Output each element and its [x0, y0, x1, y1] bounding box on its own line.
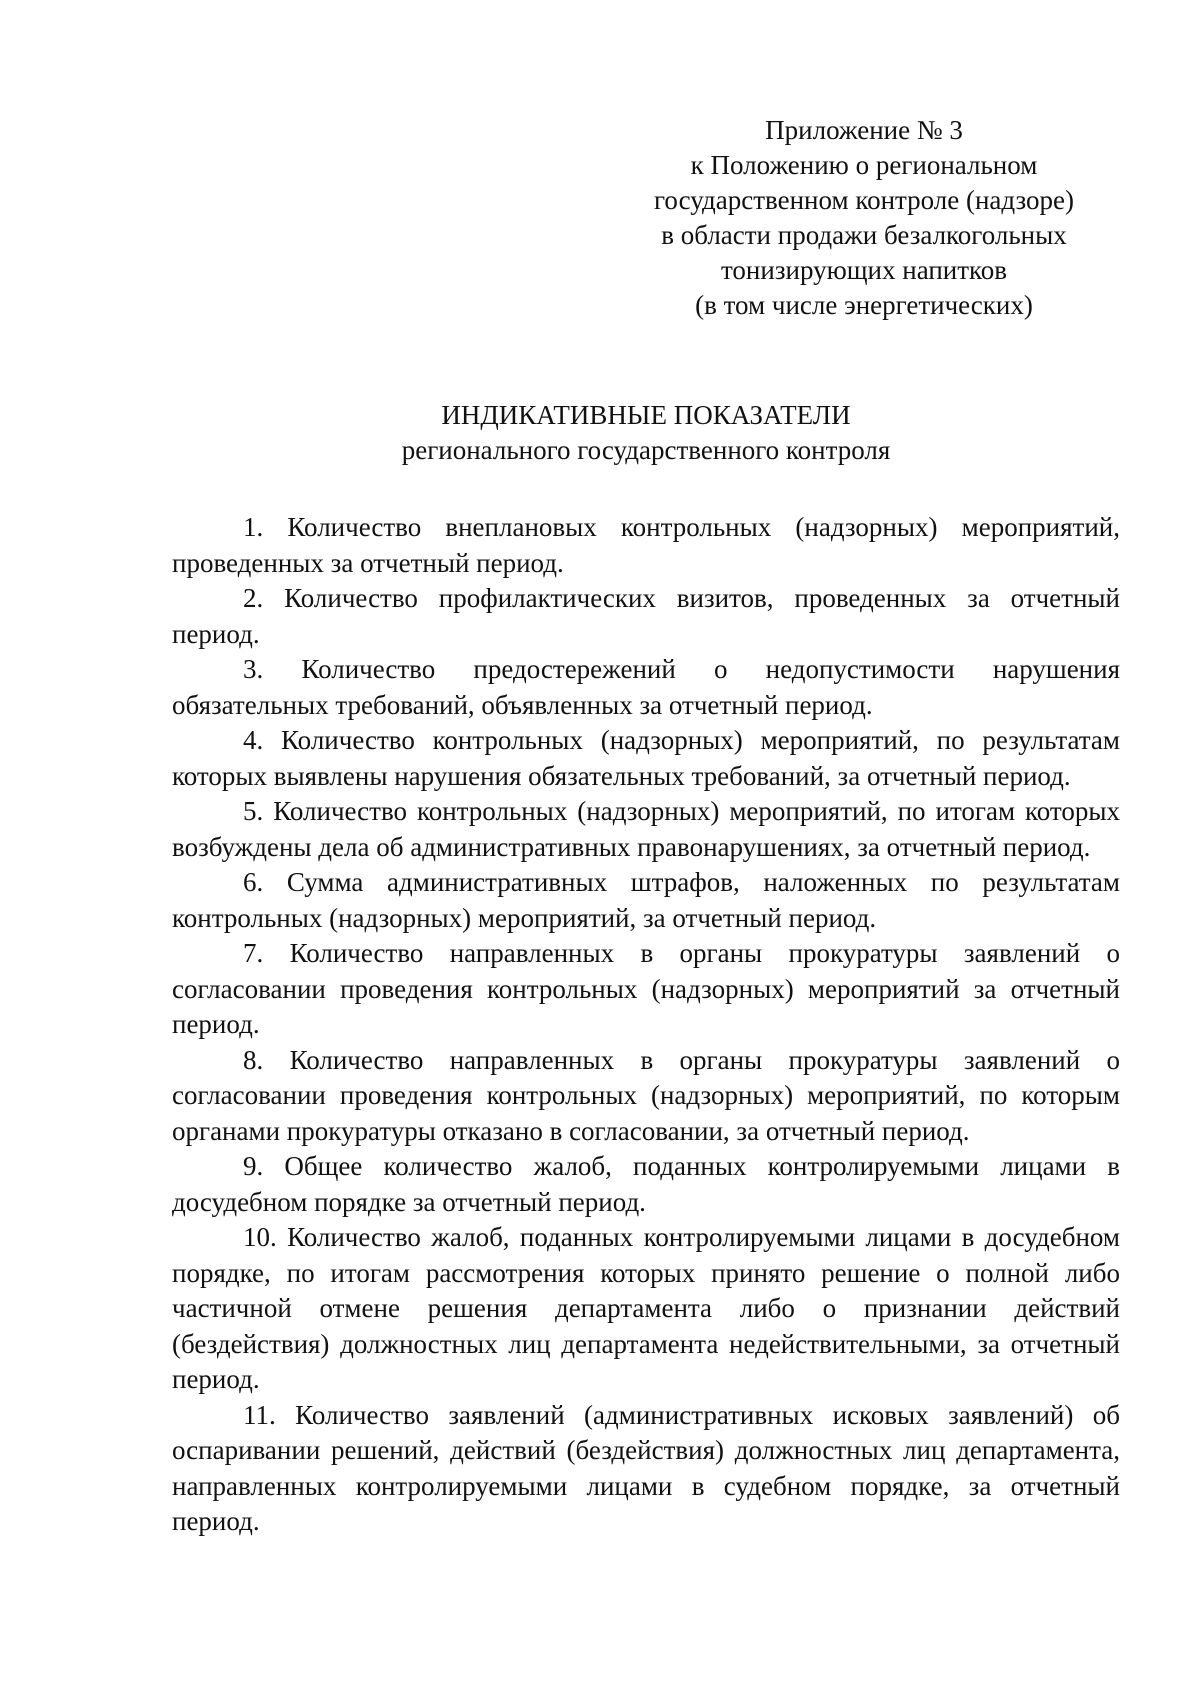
list-item: 6. Сумма административных штрафов, наложенных по результатам контрольных (надзорных) мероприятий, за отчетный период. [172, 867, 1120, 933]
appendix-line: государственном контроле (надзоре) [654, 185, 1074, 215]
title-subheading: регионального государственного контроля [401, 435, 891, 465]
appendix-line: к Положению о региональном [690, 150, 1038, 180]
document-title [172, 398, 1120, 468]
list-item: 4. Количество контрольных (надзорных) мероприятий, по результатам которых выявлены нарушения обязательных требований, за отчетный период. [172, 725, 1120, 791]
list-item: 8. Количество направленных в органы прокуратуры заявлений о согласовании проведения контрольных (надзорных) мероприятий, по которым органами прокуратуры отказано в согласовании, за отчетный период. [172, 1044, 1120, 1146]
list-item: 5. Количество контрольных (надзорных) мероприятий, по итогам которых возбуждены дела об административных правонарушениях, за отчетный период. [172, 796, 1120, 862]
appendix-header [610, 113, 1118, 323]
list-item: 11. Количество заявлений (административных исковых заявлений) об оспаривании решений, действий (бездействия) должностных лиц департамента, направленных контролируемыми лицами в судебном порядке, за отчетный период. [172, 1399, 1120, 1536]
list-item: 2. Количество профилактических визитов, проведенных за отчетный период. [172, 583, 1120, 649]
appendix-line: в области продажи безалкогольных [661, 220, 1067, 250]
appendix-line: Приложение № 3 [765, 115, 963, 145]
list-item: 7. Количество направленных в органы прокуратуры заявлений о согласовании проведения контрольных (надзорных) мероприятий за отчетный период. [172, 938, 1120, 1039]
indicator-list [172, 510, 1120, 1540]
appendix-line: тонизирующих напитков [720, 255, 1008, 285]
appendix-line: (в том числе энергетических) [695, 290, 1033, 320]
title-heading: ИНДИКАТИВНЫЕ ПОКАЗАТЕЛИ [441, 400, 851, 430]
list-item: 3. Количество предостережений о недопустимости нарушения обязательных требований, объявленных за отчетный период. [172, 654, 1120, 720]
list-item: 10. Количество жалоб, поданных контролируемыми лицами в досудебном порядке, по итогам рассмотрения которых принято решение о полной либо частичной отмене решения департамента либо о признании действий (бездействия) должностных лиц департамента недействительными, за отчетный период. [172, 1222, 1120, 1394]
list-item: 1. Количество внеплановых контрольных (надзорных) мероприятий, проведенных за отчетный период. [172, 512, 1120, 578]
list-item: 9. Общее количество жалоб, поданных контролируемыми лицами в досудебном порядке за отчетный период. [172, 1151, 1120, 1217]
